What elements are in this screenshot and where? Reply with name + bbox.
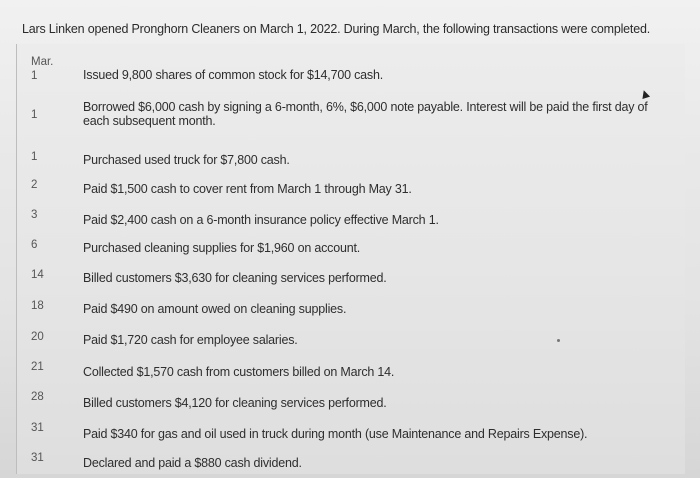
transaction-date: 28 xyxy=(31,391,44,403)
transaction-description: Issued 9,800 shares of common stock for $14,700 cash. xyxy=(83,68,383,82)
transaction-date: 2 xyxy=(31,179,38,191)
transaction-date: 6 xyxy=(31,239,38,251)
month-label: Mar. xyxy=(31,56,54,68)
transaction-description: Billed customers $3,630 for cleaning services performed. xyxy=(83,271,387,285)
transaction-description: Paid $490 on amount owed on cleaning supplies. xyxy=(83,302,347,316)
transaction-date: 1 xyxy=(31,109,38,121)
transaction-description: Purchased used truck for $7,800 cash. xyxy=(83,153,290,167)
transaction-date: 14 xyxy=(31,269,44,281)
transaction-date: 1 xyxy=(31,151,38,163)
transaction-description: Purchased cleaning supplies for $1,960 on account. xyxy=(83,241,360,255)
transaction-date: 18 xyxy=(31,300,44,312)
transaction-description: Declared and paid a $880 cash dividend. xyxy=(83,456,302,470)
transactions-table xyxy=(16,44,685,474)
transaction-date: 21 xyxy=(31,361,44,373)
transaction-description: Paid $340 for gas and oil used in truck during month (use Maintenance and Repairs Expense). xyxy=(83,427,588,441)
transaction-date: 31 xyxy=(31,422,44,434)
transaction-date: 20 xyxy=(31,331,44,343)
transaction-description: Borrowed $6,000 cash by signing a 6-month, 6%, $6,000 note payable. Interest will be paid the first day of each subsequent month. xyxy=(83,100,648,128)
transaction-date: 1 xyxy=(31,70,38,82)
problem-intro: Lars Linken opened Pronghorn Cleaners on March 1, 2022. During March, the following transactions were completed. xyxy=(22,22,650,36)
transaction-description: Paid $1,500 cash to cover rent from March 1 through May 31. xyxy=(83,182,412,196)
transaction-description: Paid $2,400 cash on a 6-month insurance policy effective March 1. xyxy=(83,213,439,227)
transaction-date: 31 xyxy=(31,452,44,464)
transaction-description: Billed customers $4,120 for cleaning services performed. xyxy=(83,396,387,410)
transaction-description: Paid $1,720 cash for employee salaries. xyxy=(83,333,298,347)
transaction-date: 3 xyxy=(31,209,38,221)
transaction-description: Collected $1,570 cash from customers billed on March 14. xyxy=(83,365,395,379)
speck-mark xyxy=(557,339,560,342)
